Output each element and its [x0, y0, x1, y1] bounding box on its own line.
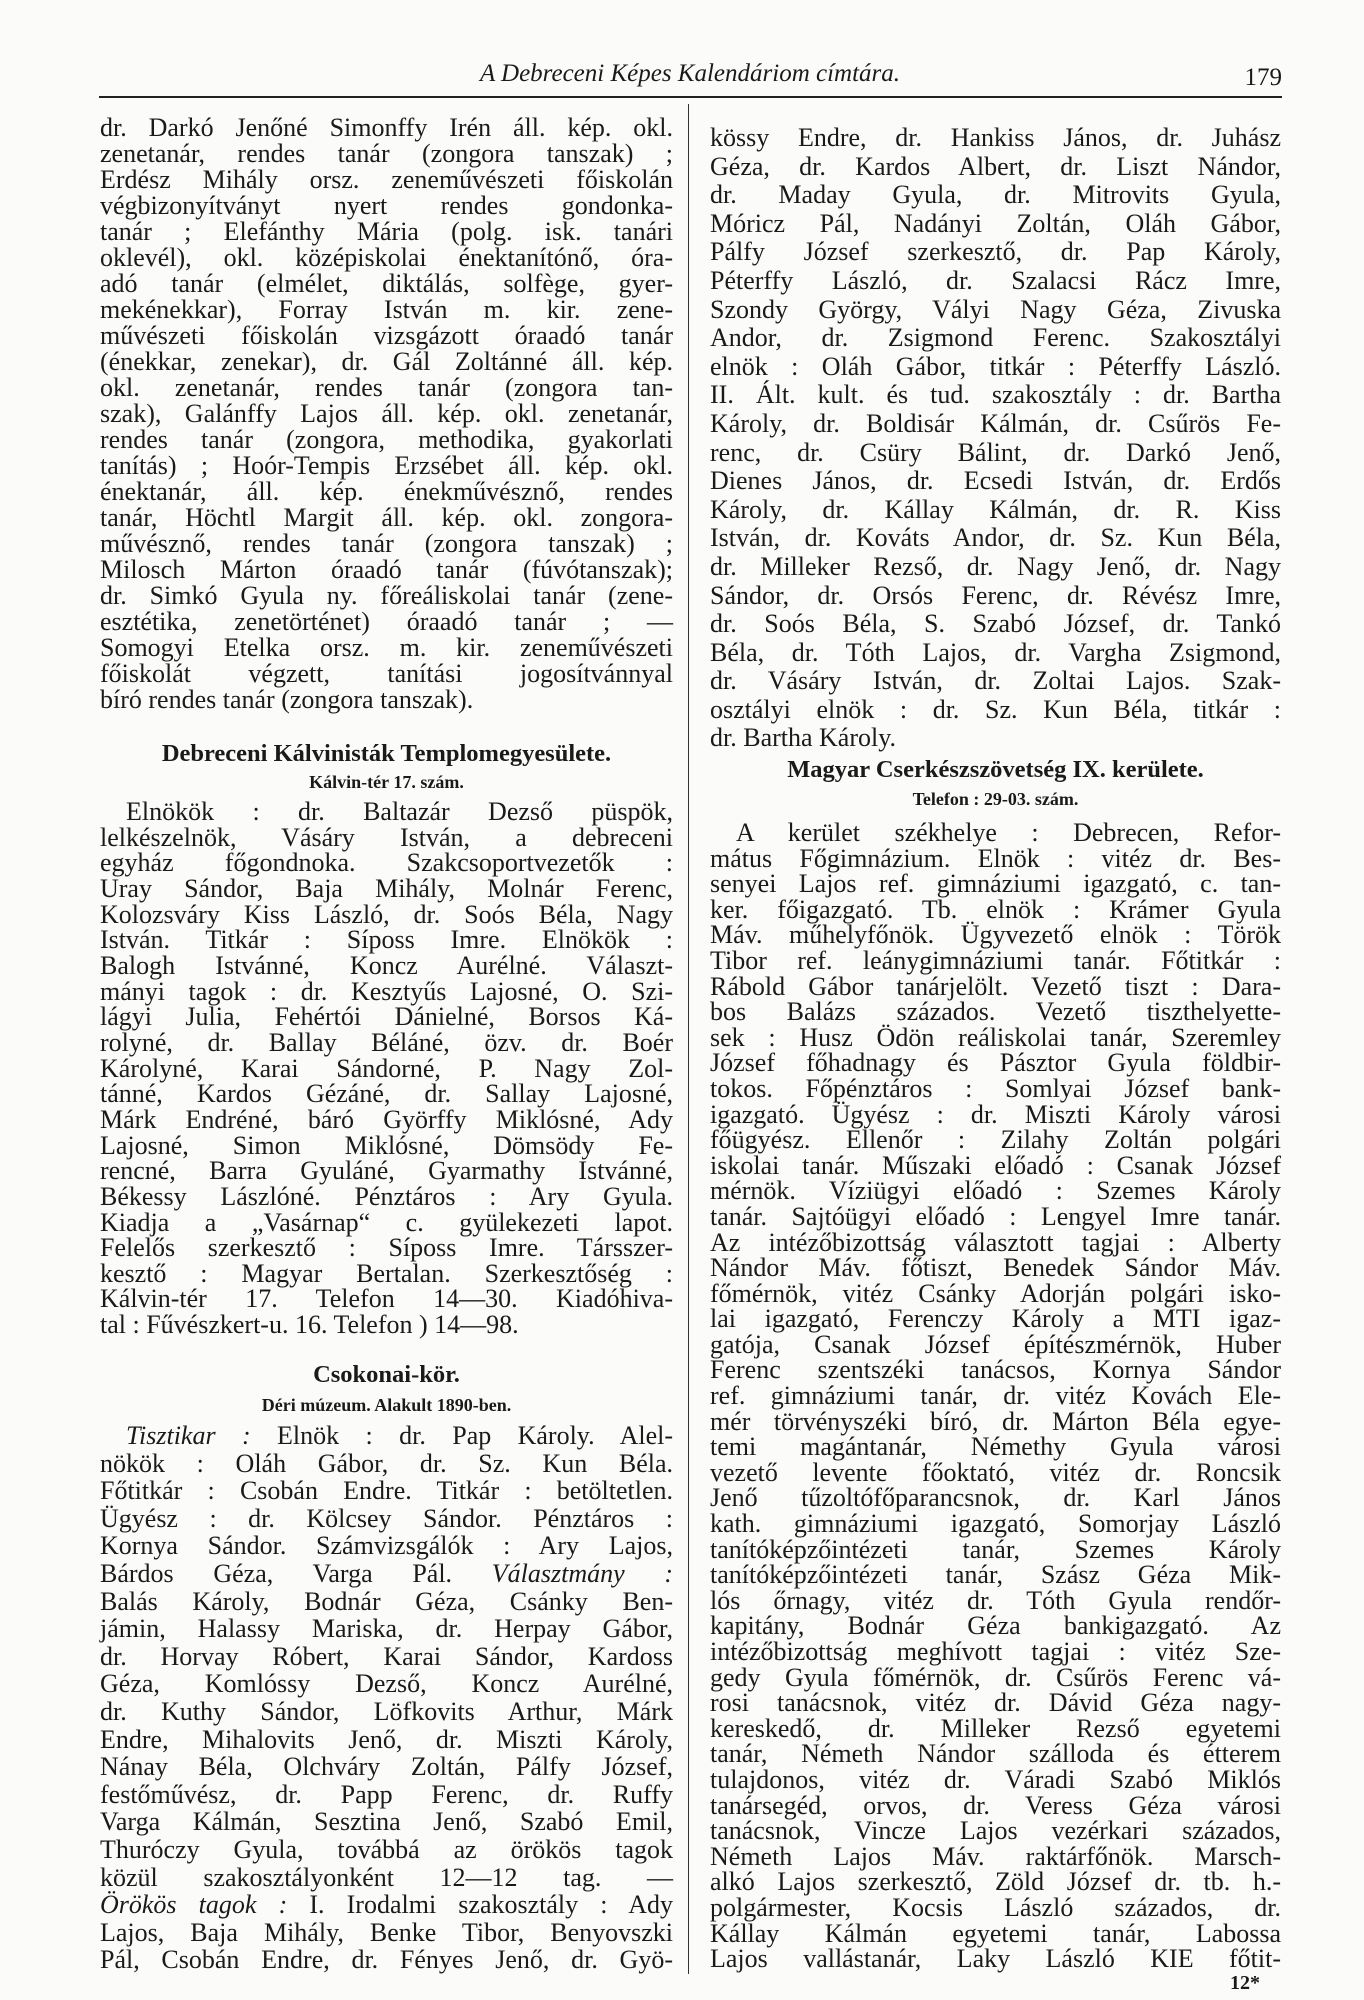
- text-line: Lajosné, Simon Miklósné, Dömsödy Fe-: [100, 1130, 673, 1160]
- text-line: esztétika, zenetörténet) óraadó tanár ; —: [100, 607, 673, 636]
- text-line: főügyész. Ellenőr : Zilahy Zoltán polgári: [710, 1125, 1281, 1155]
- right-continuation-text: [710, 124, 1281, 753]
- text-line: [100, 1560, 673, 1588]
- text-line: temi magántanár, Némethy Gyula városi: [710, 1432, 1281, 1462]
- text-line: István. Titkár : Síposs Imre. Elnökök :: [100, 925, 673, 955]
- text-line: rosi tanácsnok, vitéz dr. Dávid Géza nagy-: [710, 1688, 1281, 1718]
- text-line: mátus Főgimnázium. Elnök : vitéz dr. Bes-: [710, 843, 1281, 873]
- text-line: tanár. Sajtóügyi előadó : Lengyel Imre tanár.: [710, 1201, 1281, 1231]
- text-line: oklevél), okl. középiskolai énektanítónő, óra-: [100, 243, 673, 272]
- text-line: tulajdonos, vitéz dr. Váradi Szabó Miklós: [710, 1764, 1281, 1794]
- text-line: egyház főgondnoka. Szakcsoportvezetők :: [100, 848, 673, 878]
- text-line: Rábold Gábor tanárjelölt. Vezető tiszt : Dara-: [710, 971, 1281, 1001]
- section-heading-csokonai-kor: Csokonai-kör.: [313, 1361, 460, 1388]
- text-line: bíró rendes tanár (zongora tanszak).: [100, 685, 474, 714]
- text-line: Károlyné, Karai Sándorné, P. Nagy Zol-: [100, 1053, 673, 1083]
- text-line: dr. Simkó Gyula ny. főreáliskolai tanár (zene-: [100, 581, 673, 610]
- text-line: Lajos, Baja Mihály, Benke Tibor, Benyovszki: [100, 1917, 673, 1947]
- text-line: Szondy György, Vályi Nagy Géza, Zivuska: [710, 294, 1281, 324]
- text-line: Varga Kálmán, Sesztina Jenő, Szabó Emil,: [100, 1807, 673, 1837]
- header-rule: [99, 96, 1282, 98]
- page-number: 179: [1244, 64, 1282, 91]
- text-line: Erdész Mihály orsz. zeneművészeti főiskolán: [100, 165, 673, 194]
- text-line: művészeti főiskolán vizsgázott óraadó tanár: [100, 321, 673, 350]
- italic-label: Tisztikar :: [126, 1421, 251, 1450]
- text-line: dr. Kuthy Sándor, Löfkovits Arthur, Márk: [100, 1696, 673, 1726]
- text-line: végbizonyítványt nyert rendes gondonka-: [100, 191, 673, 220]
- text-line: tal : Fűvészkert-u. 16. Telefon ) 14—98.: [100, 1310, 519, 1340]
- text-line: kesztő : Magyar Bertalan. Szerkesztőség :: [100, 1258, 673, 1288]
- section-heading-kalvinistak: Debreceni Kálvinisták Templomegyesülete.: [161, 740, 612, 767]
- section-heading-cserkeszszovetseg: Magyar Cserkészszövetség IX. kerülete.: [787, 756, 1204, 783]
- text-line: gedy Gyula főmérnök, dr. Csűrös Ferenc vá-: [710, 1662, 1281, 1692]
- text-line: lelkészelnök, Vásáry István, a debreceni: [100, 822, 673, 852]
- text-line: Kolozsváry Kiss László, dr. Soós Béla, Nagy: [100, 899, 673, 929]
- text-line: renc, dr. Csüry Bálint, dr. Darkó Jenő,: [710, 437, 1281, 467]
- text-line: nökök : Oláh Gábor, dr. Sz. Kun Béla.: [100, 1448, 673, 1478]
- text-line: István, dr. Kováts Andor, dr. Sz. Kun Béla,: [710, 523, 1281, 553]
- text-line: gatója, Csanak József építészmérnök, Huber: [710, 1329, 1281, 1359]
- text-line: (énekkar, zenekar), dr. Gál Zoltánné áll. kép.: [100, 347, 673, 376]
- text-line: [100, 1891, 673, 1919]
- text-line: senyei Lajos ref. gimnáziumi igazgató, c. tan-: [710, 869, 1281, 899]
- text-line: Az intézőbizottság választott tagjai : Alberty: [710, 1227, 1281, 1257]
- section-phone-cserkeszszovetseg: Telefon : 29-03. szám.: [912, 789, 1079, 809]
- text-line: mányi tagok : dr. Kesztyűs Lajosné, O. Szi-: [100, 976, 673, 1006]
- text-line: Elnökök : dr. Baltazár Dezső püspök,: [126, 797, 673, 826]
- section-address-csokonai-kor: Déri múzeum. Alakult 1890-ben.: [261, 1395, 512, 1415]
- italic-label: Örökös tagok :: [100, 1890, 288, 1920]
- text-line: tanácsnok, Vincze Lajos vezérkari százados,: [710, 1816, 1281, 1846]
- text-line: zenetanár, rendes tanár (zongora tanszak) ;: [100, 139, 673, 168]
- text-segment: Elnök : dr. Pap Károly. Alel-: [250, 1421, 673, 1450]
- text-line: Lajos vallástanár, Laky László KIE főtit-: [710, 1944, 1281, 1974]
- text-line: lágyi Julia, Fehértói Dánielné, Borsos Ká-: [100, 1002, 673, 1032]
- text-line: dr. Darkó Jenőné Simonffy Irén áll. kép. okl.: [100, 113, 673, 142]
- text-line: József főhadnagy és Pásztor Gyula földbir-: [710, 1048, 1281, 1078]
- text-line: mekénekkar), Forray István m. kir. zene-: [100, 295, 673, 324]
- text-line: dr. Horvay Róbert, Karai Sándor, Kardoss: [100, 1641, 673, 1671]
- text-line: Pál, Csobán Endre, dr. Fényes Jenő, dr. Gyö-: [100, 1945, 673, 1975]
- text-line: okl. zenetanár, rendes tanár (zongora tan-: [100, 373, 673, 402]
- text-line: Pálfy József szerkesztő, dr. Pap Károly,: [710, 237, 1281, 267]
- text-line: tokos. Főpénztáros : Somlyai József bank-: [710, 1073, 1281, 1103]
- text-line: alkó Lajos szerkesztő, Zöld József dr. tb. h.-: [710, 1867, 1281, 1897]
- text-line: Károly, dr. Boldisár Kálmán, dr. Csűrös Fe-: [710, 408, 1281, 438]
- text-line: dr. Maday Gyula, dr. Mitrovits Gyula,: [710, 180, 1281, 210]
- text-line: Kiadja a „Vasárnap“ c. gyülekezeti lapot.: [100, 1207, 673, 1237]
- signature-mark: 12*: [1230, 1972, 1260, 1994]
- text-line: ref. gimnáziumi tanár, dr. vitéz Kovách Ele-: [710, 1381, 1281, 1411]
- text-line: A kerület székhelye : Debrecen, Refor-: [736, 818, 1281, 847]
- text-line: Géza, Komlóssy Dezső, Koncz Aurélné,: [100, 1669, 673, 1699]
- text-line: Kállay Kálmán egyetemi tanár, Labossa: [710, 1918, 1281, 1948]
- column-divider: [688, 104, 689, 1974]
- text-line: Tibor ref. leánygimnáziumi tanár. Főtitkár :: [710, 945, 1281, 975]
- text-line: ker. főigazgató. Tb. elnök : Krámer Gyula: [710, 894, 1281, 924]
- text-line: Béla, dr. Tóth Lajos, dr. Vargha Zsigmond,: [710, 637, 1281, 667]
- text-line: II. Ált. kult. és tud. szakosztály : dr. Bartha: [710, 380, 1281, 410]
- text-line: tanársegéd, orvos, dr. Veress Géza városi: [710, 1790, 1281, 1820]
- text-line: tánné, Kardos Gézáné, dr. Sallay Lajosné,: [100, 1079, 673, 1109]
- text-line: főiskolát végzett, tanítási jogosítvánnyal: [100, 659, 673, 688]
- text-line: Móricz Pál, Nadányi Zoltán, Oláh Gábor,: [710, 208, 1281, 238]
- text-line: jámin, Halassy Mariska, dr. Herpay Gábor,: [100, 1614, 673, 1644]
- text-line: mérnök. Víziügyi előadó : Szemes Károly: [710, 1176, 1281, 1206]
- text-line: művésznő, rendes tanár (zongora tanszak) ;: [100, 529, 673, 558]
- text-line: iskolai tanár. Műszaki előadó : Csanak József: [710, 1150, 1281, 1180]
- text-line: Balogh Istvánné, Koncz Aurélné. Választ-: [100, 950, 673, 980]
- text-line: tanár, Höchtl Margit áll. kép. okl. zongora-: [100, 503, 673, 532]
- text-line: intézőbizottság meghívott tagjai : vitéz Sze-: [710, 1637, 1281, 1666]
- text-line: lai igazgató, Ferenczy Károly a MTI igaz-: [710, 1304, 1281, 1334]
- text-line: Felelős szerkesztő : Síposs Imre. Társszer-: [100, 1233, 673, 1263]
- text-line: Békessy Lászlóné. Pénztáros : Ary Gyula.: [100, 1181, 673, 1211]
- section-body-cserkeszszovetseg: [710, 820, 1281, 1972]
- text-line: vezető levente főoktató, vitéz dr. Roncsik: [710, 1457, 1281, 1487]
- section-body-kalvinistak: [100, 799, 673, 1338]
- text-line: Péterffy László, dr. Szalacsi Rácz Imre,: [710, 265, 1281, 295]
- text-line: Ferenc szentszéki tanácsos, Kornya Sándor: [710, 1355, 1281, 1385]
- text-line: osztályi elnök : dr. Sz. Kun Béla, titkár :: [710, 694, 1281, 724]
- text-line: tanítóképzőintézeti tanár, Szász Géza Mik-: [710, 1560, 1281, 1590]
- section-body-csokonai-kor: [100, 1422, 673, 1974]
- text-line: mér törvényszéki bíró, dr. Márton Béla egye-: [710, 1406, 1281, 1436]
- text-line: Milosch Márton óraadó tanár (fúvótanszak);: [100, 555, 673, 584]
- text-line: igazgató. Ügyész : dr. Miszti Károly városi: [710, 1099, 1281, 1129]
- text-line: énektanár, áll. kép. énekművésznő, rendes: [100, 477, 673, 506]
- text-line: elnök : Oláh Gábor, titkár : Péterffy László.: [710, 351, 1281, 381]
- running-title: A Debreceni Képes Kalendáriom címtára.: [479, 60, 901, 87]
- text-line: Németh Lajos Máv. raktárfőnök. Marsch-: [710, 1841, 1281, 1871]
- text-line: Balás Károly, Bodnár Géza, Csánky Ben-: [100, 1586, 673, 1616]
- text-line: Károly, dr. Kállay Kálmán, dr. R. Kiss: [710, 494, 1281, 524]
- text-line: tanár, Németh Nándor szálloda és étterem: [710, 1739, 1281, 1769]
- text-line: Sándor, dr. Orsós Ferenc, dr. Révész Imre,: [710, 580, 1281, 610]
- text-line: szak), Galánffy Lajos áll. kép. okl. zenetanár,: [100, 399, 673, 428]
- text-line: Thuróczy Gyula, továbbá az örökös tagok: [100, 1834, 673, 1864]
- text-line: [100, 1422, 673, 1450]
- text-line: lós őrnagy, vitéz dr. Tóth Gyula rendőr-: [710, 1585, 1281, 1615]
- text-line: dr. Bartha Károly.: [710, 723, 897, 753]
- text-line: közül szakosztályonként 12—12 tag. —: [100, 1862, 673, 1892]
- section-address-kalvinistak: Kálvin-tér 17. szám.: [309, 772, 464, 792]
- text-line: tanár ; Elefánthy Mária (polg. isk. tanári: [100, 217, 673, 246]
- text-line: Márk Endréné, báró Györffy Miklósné, Ady: [100, 1104, 673, 1134]
- text-line: Máv. műhelyfőnök. Ügyvezető elnök : Török: [710, 920, 1281, 950]
- text-line: Jenő tűzoltófőparancsnok, dr. Karl János: [710, 1483, 1281, 1513]
- text-line: tanítóképzőintézeti tanár, Szemes Károly: [710, 1534, 1281, 1564]
- text-line: Kornya Sándor. Számvizsgálók : Ary Lajos,: [100, 1531, 673, 1561]
- text-line: kereskedő, dr. Milleker Rezső egyetemi: [710, 1713, 1281, 1743]
- text-line: Andor, dr. Zsigmond Ferenc. Szakosztályi: [710, 323, 1281, 353]
- text-line: Nánay Béla, Olchváry Zoltán, Pálfy József,: [100, 1752, 673, 1782]
- text-line: Főtitkár : Csobán Endre. Titkár : betöltetlen.: [100, 1476, 673, 1506]
- text-line: dr. Milleker Rezső, dr. Nagy Jenő, dr. Nagy: [710, 551, 1281, 581]
- text-line: Nándor Máv. főtiszt, Benedek Sándor Máv.: [710, 1253, 1281, 1283]
- text-line: kapitány, Bodnár Géza bankigazgató. Az: [710, 1611, 1281, 1641]
- text-line: kath. gimnáziumi igazgató, Somorjay László: [710, 1509, 1281, 1539]
- text-line: főmérnök, vitéz Csánky Adorján polgári isko-: [710, 1278, 1281, 1308]
- text-line: polgármester, Kocsis László százados, dr.: [710, 1892, 1281, 1922]
- text-line: Uray Sándor, Baja Mihály, Molnár Ferenc,: [100, 873, 673, 903]
- left-continuation-text: [100, 115, 673, 713]
- text-segment: Bárdos Géza, Varga Pál.: [100, 1558, 492, 1588]
- text-line: Géza, dr. Kardos Albert, dr. Liszt Nándor,: [710, 151, 1281, 181]
- text-line: Endre, Mihalovits Jenő, dr. Miszti Károly,: [100, 1724, 673, 1754]
- text-line: rolyné, dr. Ballay Béláné, özv. dr. Boér: [100, 1027, 673, 1057]
- text-line: bos Balázs százados. Vezető tiszthelyette-: [710, 997, 1281, 1027]
- text-line: Kálvin-tér 17. Telefon 14—30. Kiadóhiva-: [100, 1284, 673, 1314]
- text-line: sek : Husz Ödön reáliskolai tanár, Szeremley: [710, 1022, 1281, 1052]
- text-line: rencné, Barra Gyuláné, Gyarmathy Istvánné,: [100, 1156, 673, 1186]
- text-line: dr. Vásáry István, dr. Zoltai Lajos. Szak-: [710, 666, 1281, 696]
- text-line: kössy Endre, dr. Hankiss János, dr. Juhász: [710, 123, 1281, 152]
- text-line: rendes tanár (zongora, methodika, gyakorlati: [100, 425, 673, 454]
- text-line: Ügyész : dr. Kölcsey Sándor. Pénztáros :: [100, 1503, 673, 1533]
- text-segment: I. Irodalmi szakosztály : Ady: [287, 1890, 673, 1920]
- text-line: Dienes János, dr. Ecsedi István, dr. Erdős: [710, 466, 1281, 496]
- italic-label: Választmány :: [491, 1558, 673, 1588]
- text-line: tanítás) ; Hoór-Tempis Erzsébet áll. kép. okl.: [100, 451, 673, 480]
- text-line: adó tanár (elmélet, diktálás, solfège, gyer-: [100, 269, 673, 298]
- text-line: Somogyi Etelka orsz. m. kir. zeneművészeti: [100, 633, 673, 662]
- text-line: dr. Soós Béla, S. Szabó József, dr. Tankó: [710, 609, 1281, 639]
- text-line: festőművész, dr. Papp Ferenc, dr. Ruffy: [100, 1779, 673, 1809]
